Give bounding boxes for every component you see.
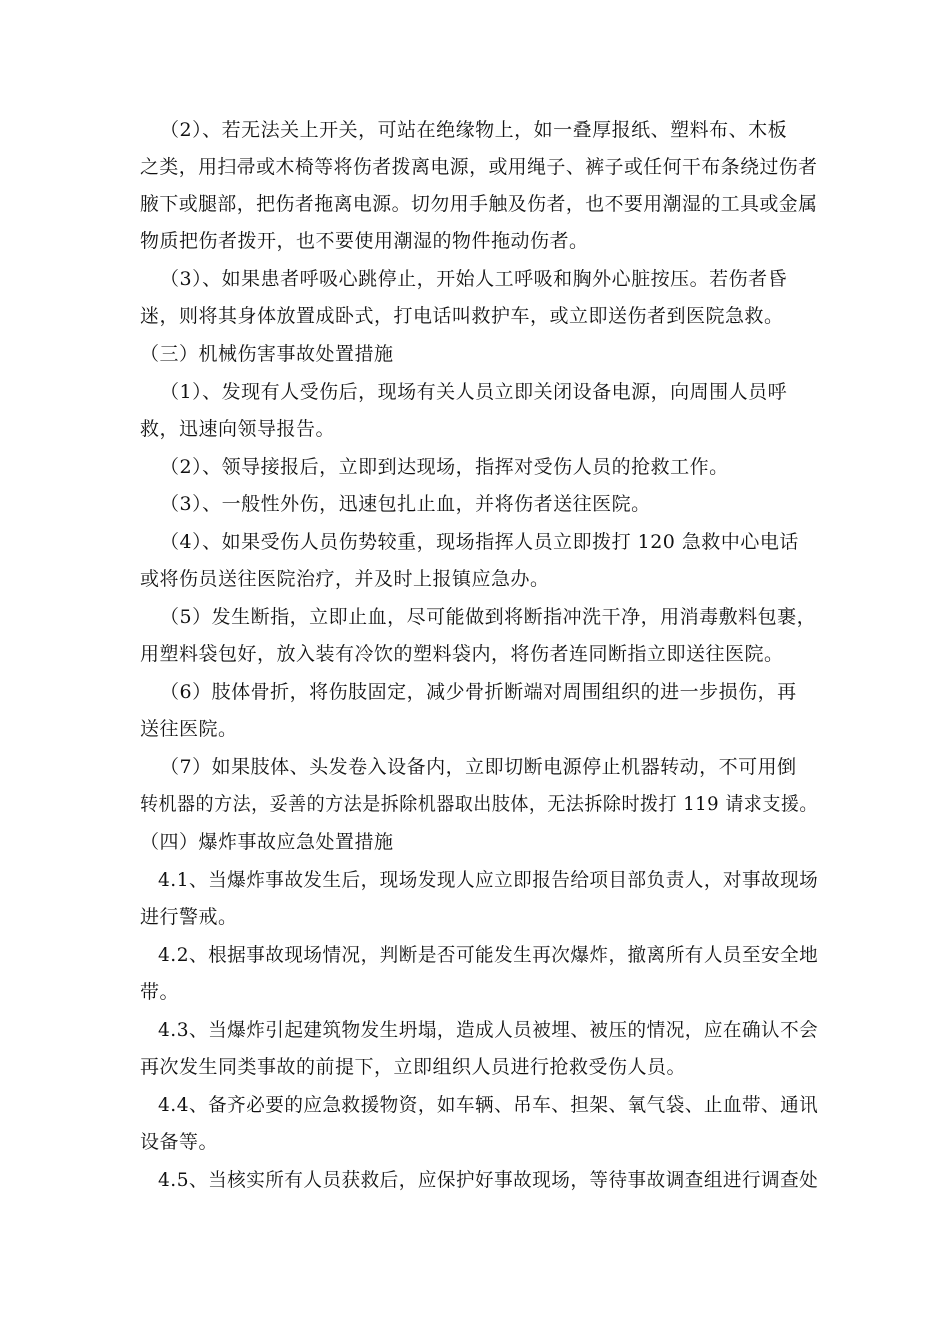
para-line: 或将伤员送往医院治疗，并及时上报镇应急办。 — [140, 568, 550, 590]
para-line: （2）、若无法关上开关，可站在绝缘物上，如一叠厚报纸、塑料布、木板 — [160, 119, 788, 141]
para-line: （2）、领导接报后，立即到达现场，指挥对受伤人员的抢救工作。 — [160, 456, 729, 478]
para-line: 迷，则将其身体放置成卧式，打电话叫救护车，或立即送伤者到医院急救。 — [140, 305, 784, 327]
para-line: 用塑料袋包好，放入装有冷饮的塑料袋内，将伤者连同断指立即送往医院。 — [140, 643, 784, 665]
para-line: 之类，用扫帚或木椅等将伤者拨离电源，或用绳子、裤子或任何干布条绕过伤者 — [140, 156, 818, 178]
para-line: 设备等。 — [140, 1131, 219, 1153]
para-line: 腋下或腿部，把伤者拖离电源。切勿用手触及伤者，也不要用潮湿的工具或金属 — [140, 193, 818, 215]
para-line: 4.3、当爆炸引起建筑物发生坍塌，造成人员被埋、被压的情况，应在确认不会 — [158, 1019, 819, 1041]
para-line: 救，迅速向领导报告。 — [140, 418, 336, 440]
para-line: 4.2、根据事故现场情况，判断是否可能发生再次爆炸，撤离所有人员至安全地 — [158, 944, 819, 966]
para-line: 送往医院。 — [140, 718, 238, 740]
para-line: 再次发生同类事故的前提下，立即组织人员进行抢救受伤人员。 — [140, 1056, 687, 1078]
para-line: 4.1、当爆炸事故发生后，现场发现人应立即报告给项目部负责人，对事故现场 — [158, 869, 819, 891]
para-line: 4.5、当核实所有人员获救后，应保护好事故现场，等待事故调查组进行调查处 — [158, 1169, 819, 1191]
para-line: （4）、如果受伤人员伤势较重，现场指挥人员立即拨打 120 急救中心电话 — [160, 531, 799, 553]
section-heading: （三）机械伤害事故处置措施 — [140, 343, 394, 365]
para-line: （7）如果肢体、头发卷入设备内，立即切断电源停止机器转动，不可用倒 — [160, 756, 797, 778]
para-line: 带。 — [140, 981, 180, 1003]
para-line: 转机器的方法，妥善的方法是拆除机器取出肢体，无法拆除时拨打 119 请求支援。 — [140, 793, 818, 815]
para-line: 4.4、备齐必要的应急救援物资，如车辆、吊车、担架、氧气袋、止血带、通讯 — [158, 1094, 819, 1116]
para-line: 进行警戒。 — [140, 906, 238, 928]
para-line: （3）、一般性外伤，迅速包扎止血，并将伤者送往医院。 — [160, 493, 651, 515]
para-line: 物质把伤者拨开，也不要使用潮湿的物件拖动伤者。 — [140, 230, 589, 252]
para-line: （3）、如果患者呼吸心跳停止，开始人工呼吸和胸外心脏按压。若伤者昏 — [160, 268, 788, 290]
para-line: （1）、发现有人受伤后，现场有关人员立即关闭设备电源，向周围人员呼 — [160, 381, 788, 403]
para-line: （5）发生断指，立即止血，尽可能做到将断指冲洗干净，用消毒敷料包裹， — [160, 606, 817, 628]
section-heading: （四）爆炸事故应急处置措施 — [140, 831, 394, 853]
para-line: （6）肢体骨折，将伤肢固定，减少骨折断端对周围组织的进一步损伤，再 — [160, 681, 797, 703]
